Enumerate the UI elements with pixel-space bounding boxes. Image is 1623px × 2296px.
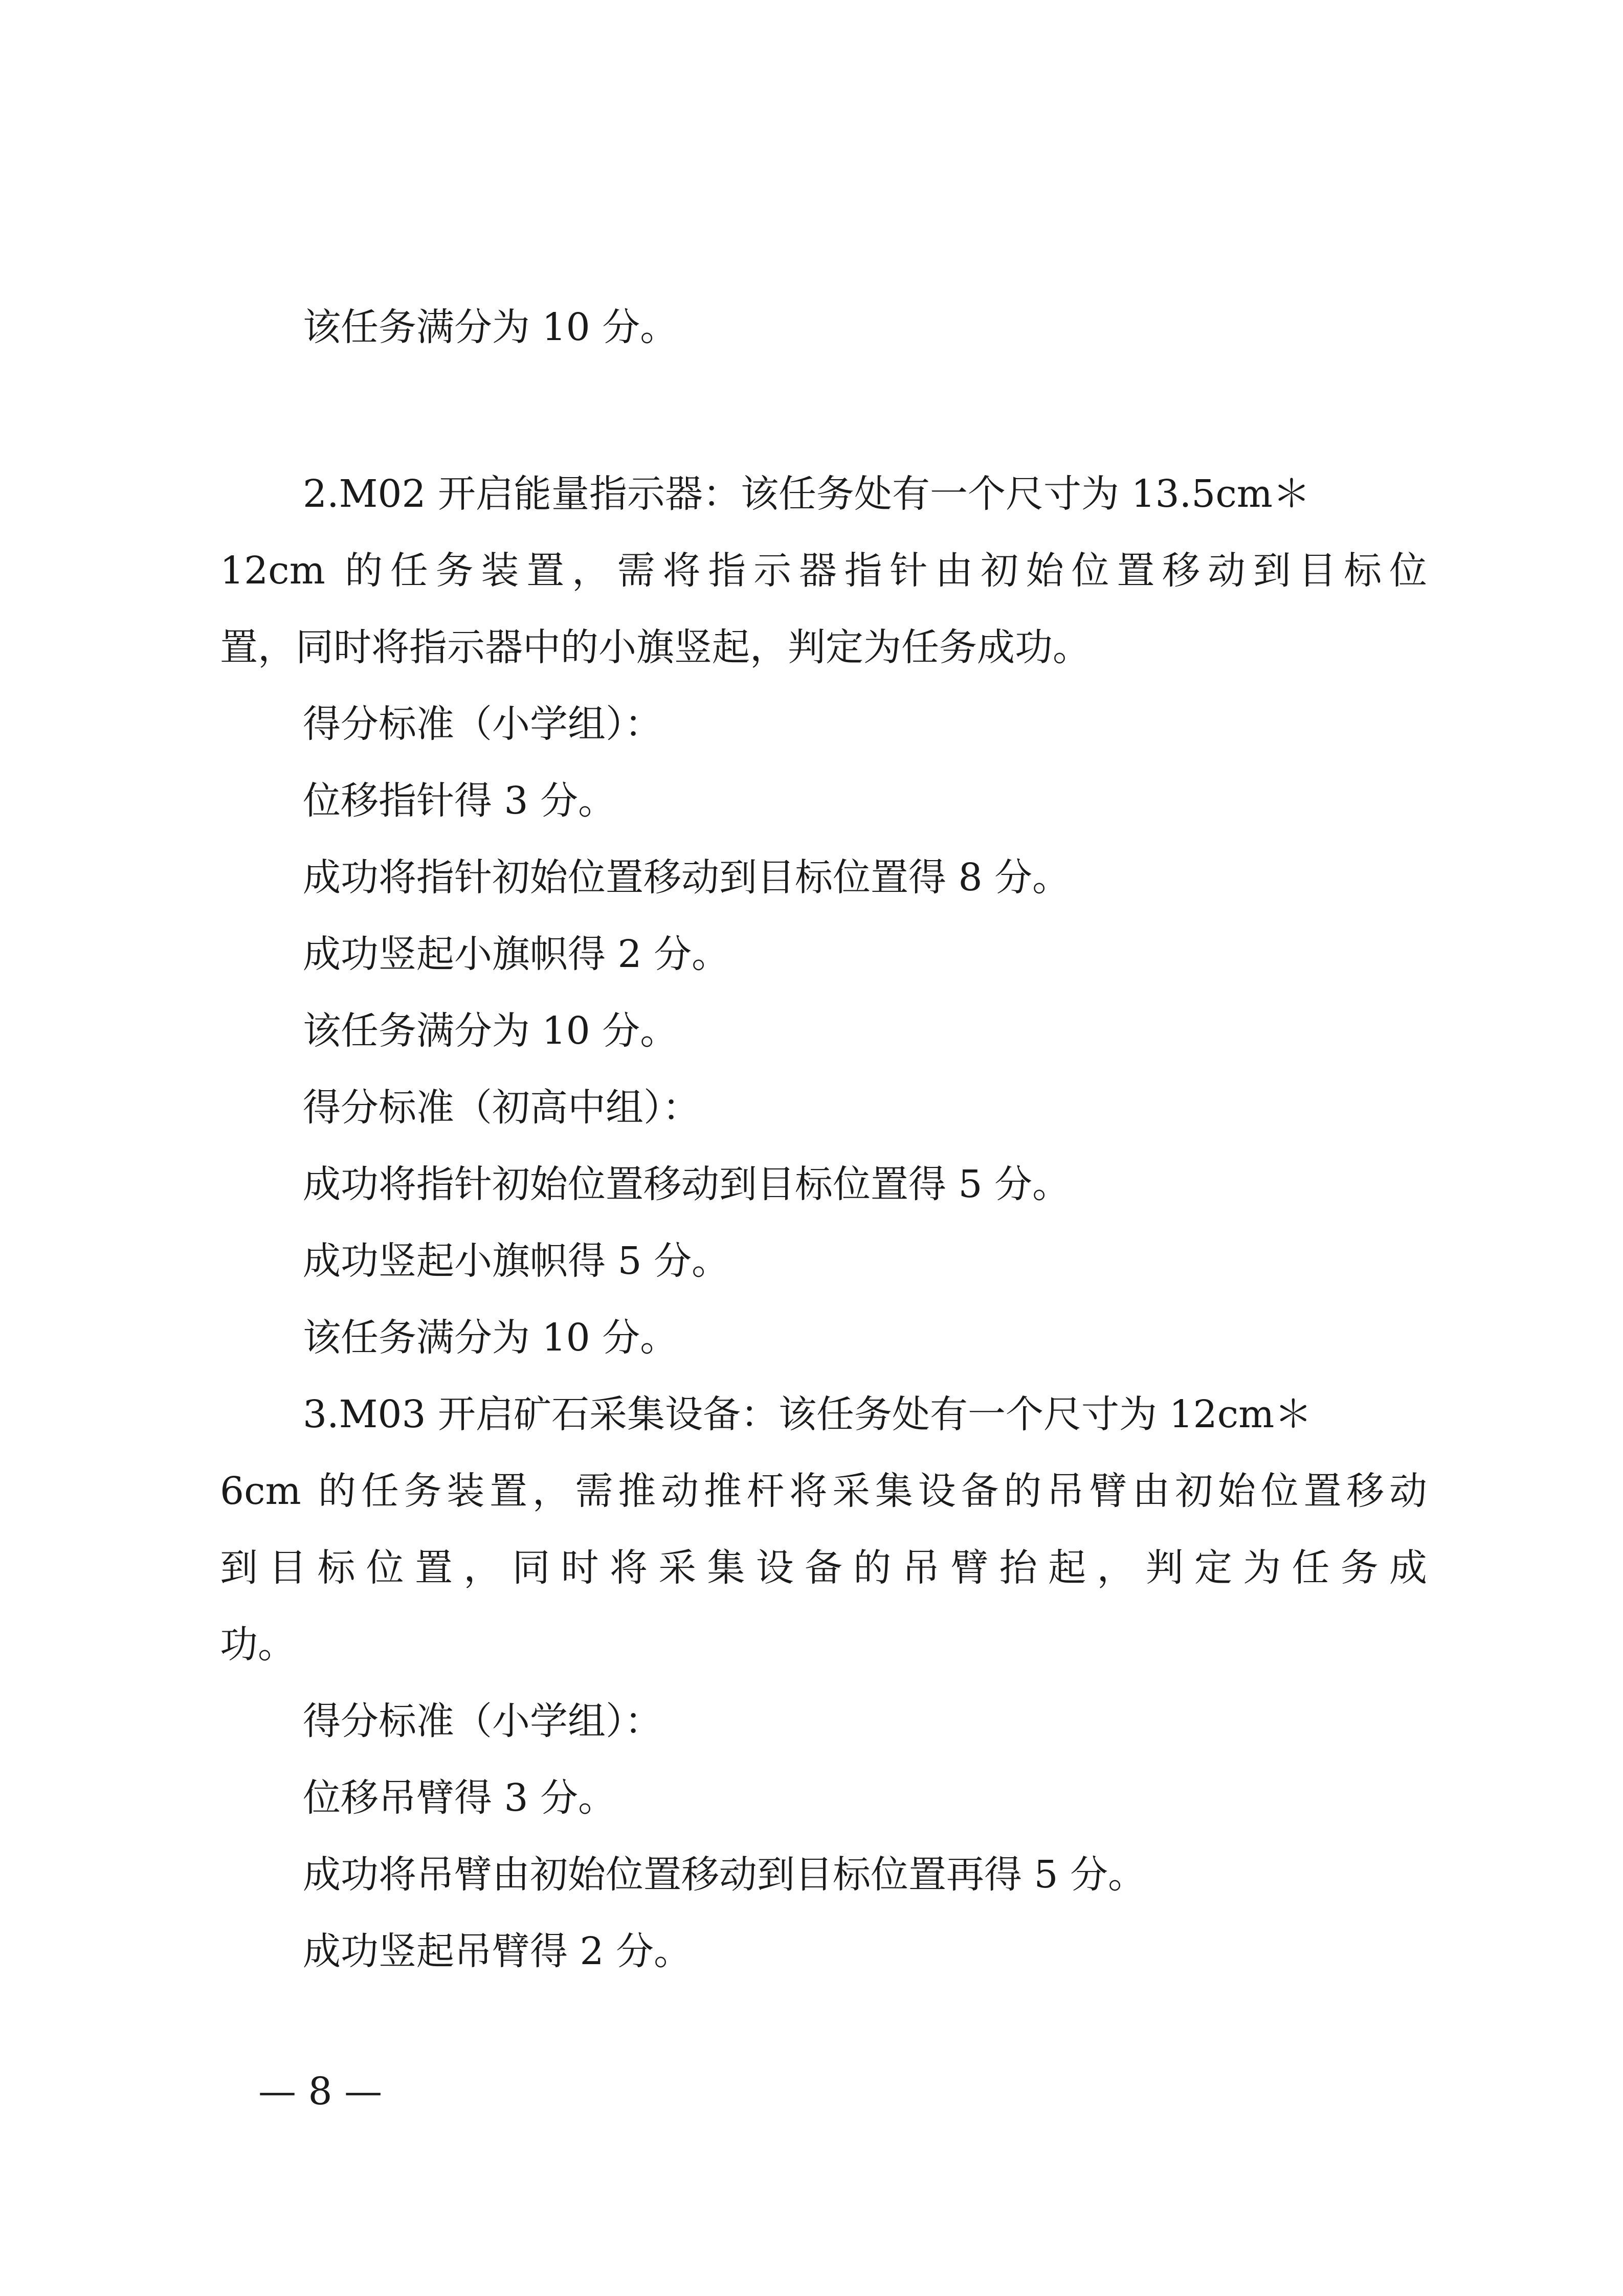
paragraph-line: 位移指针得 3 分。 <box>303 779 616 823</box>
paragraph-line: 得分标准（小学组）： <box>303 1699 662 1743</box>
paragraph-line: 置，同时将指示器中的小旗竖起，判定为任务成功。 <box>220 625 1091 669</box>
paragraph-line: 位移吊臂得 3 分。 <box>303 1776 616 1820</box>
paragraph-line: 功。 <box>220 1623 296 1667</box>
paragraph-line: 成功竖起小旗帜得 2 分。 <box>303 932 730 976</box>
paragraph-line: 成功将吊臂由初始位置移动到目标位置再得 5 分。 <box>303 1853 1146 1897</box>
paragraph-line: 得分标准（小学组）： <box>303 702 662 746</box>
paragraph-line: 该任务满分为 10 分。 <box>303 305 678 349</box>
paragraph-line: 12cm 的任务装置，需将指示器指针由初始位置移动到目标位 <box>220 549 1427 593</box>
paragraph-line: 得分标准（初高中组）： <box>303 1086 700 1130</box>
paragraph-line: 到目标位置，同时将采集设备的吊臂抬起，判定为任务成 <box>220 1546 1427 1590</box>
paragraph-line: 成功将指针初始位置移动到目标位置得 5 分。 <box>303 1162 1071 1206</box>
paragraph-line: 成功将指针初始位置移动到目标位置得 8 分。 <box>303 856 1071 899</box>
paragraph-line: 2.M02 开启能量指示器：该任务处有一个尺寸为 13.5cm＊ <box>303 472 1310 516</box>
paragraph-line: 成功竖起小旗帜得 5 分。 <box>303 1239 730 1283</box>
paragraph-line: 6cm 的任务装置，需推动推杆将采集设备的吊臂由初始位置移动 <box>220 1469 1427 1513</box>
paragraph-line: 该任务满分为 10 分。 <box>303 1009 678 1053</box>
page-number: — 8 — <box>258 2069 383 2113</box>
paragraph-line: 3.M03 开启矿石采集设备：该任务处有一个尺寸为 12cm＊ <box>303 1392 1313 1436</box>
paragraph-line: 成功竖起吊臂得 2 分。 <box>303 1929 692 1973</box>
paragraph-line: 该任务满分为 10 分。 <box>303 1316 678 1360</box>
